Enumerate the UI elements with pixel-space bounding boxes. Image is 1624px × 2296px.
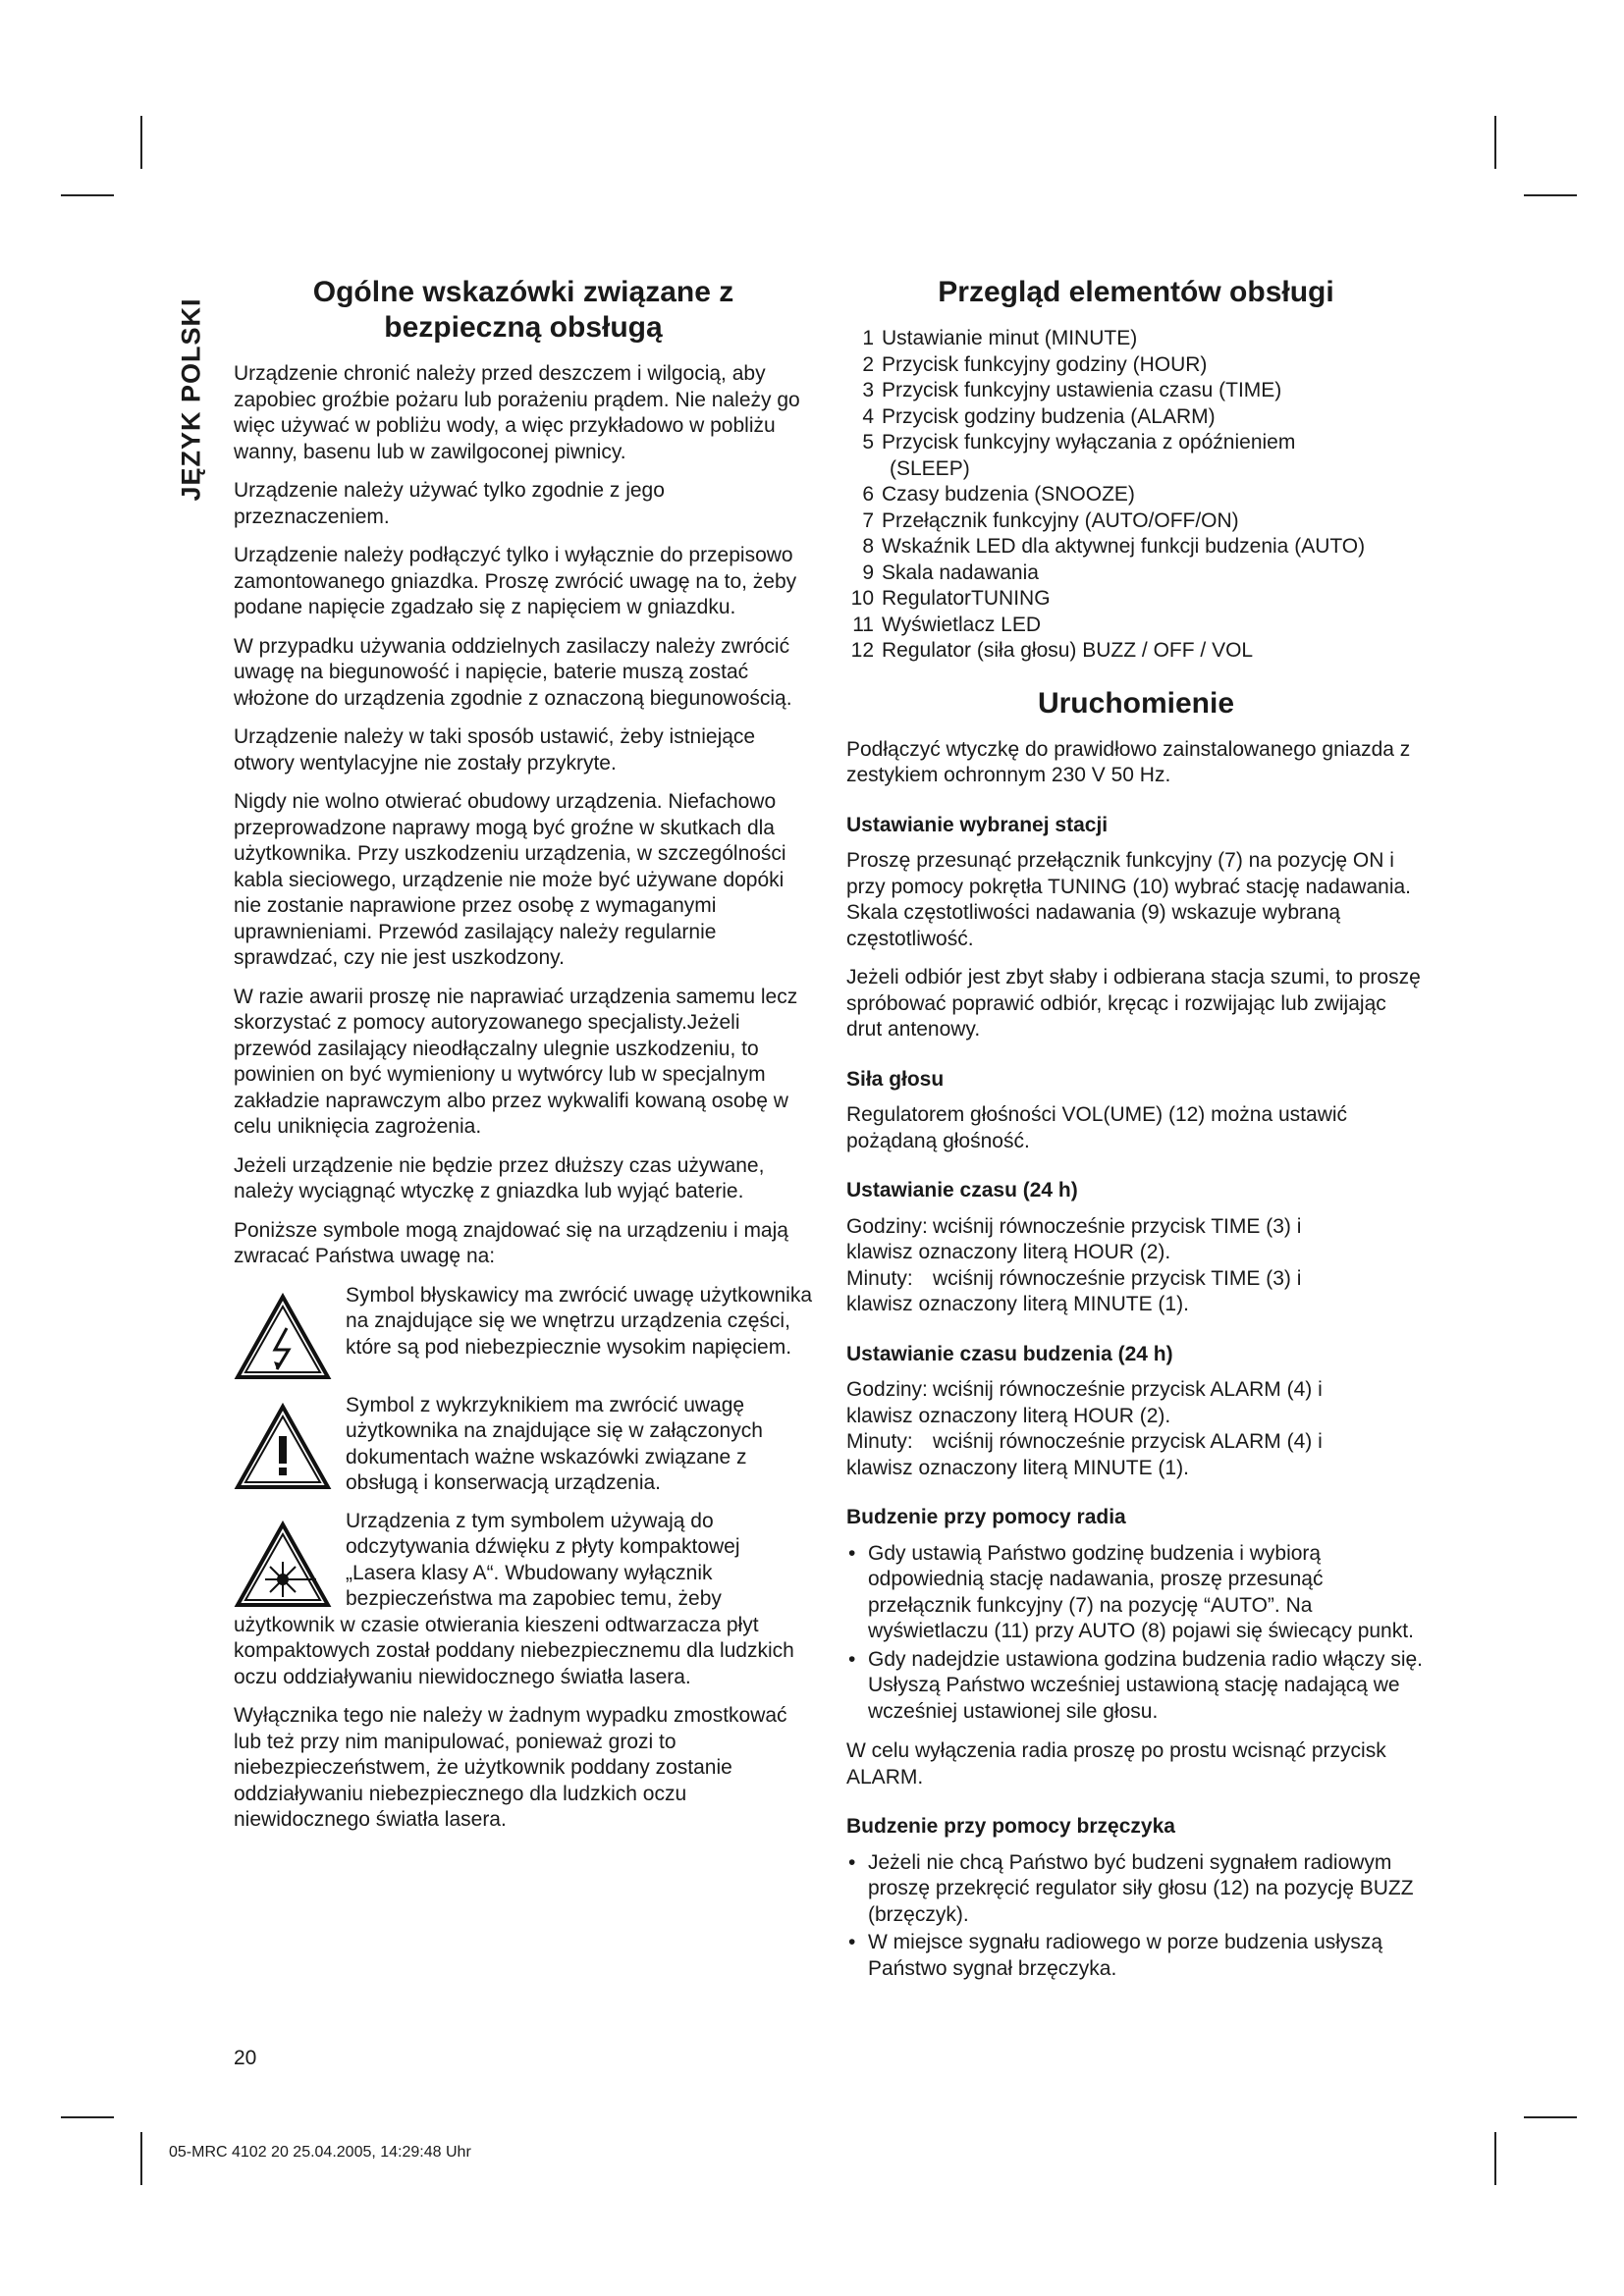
safety-paragraph: Urządzenie należy w taki sposób ustawić, żeby istniejące otwory wentylacyjne nie zostały przykryte. bbox=[234, 725, 756, 774]
list-item: • W miejsce sygnału radiowego w porze budzenia usłyszą Państwo sygnał brzęczyka. bbox=[846, 1930, 1426, 1982]
exclamation-warning-icon bbox=[234, 1403, 332, 1491]
laser-warning-icon bbox=[234, 1521, 332, 1609]
list-item: • Gdy ustawią Państwo godzinę budzenia i wybiorą odpowiednią stację nadawania, proszę przesunąć przełącznik funkcyjny (7) na pozycję “AUTO”. Na wyświetlaczu (11) przy AUTO (8) pojawi się świecący punkt. bbox=[846, 1541, 1426, 1645]
crop-mark bbox=[1494, 116, 1496, 169]
startup-text: Podłączyć wtyczkę do prawidłowo zainstalowanego gniazda z zestykiem ochronnym 230 V 50 Hz. bbox=[846, 737, 1411, 786]
crop-mark bbox=[1494, 2132, 1496, 2185]
volume-title: Siła głosu bbox=[846, 1067, 945, 1091]
controls-title: Przegląd elementów obsługi bbox=[938, 276, 1334, 308]
station-paragraph: Jeżeli odbiór jest zbyt słaby i odbierana stacja szumi, to proszę spróbować poprawić odbiór, kręcąc i rozwijając lub zwijając drut antenowy. bbox=[846, 966, 1421, 1041]
crop-mark bbox=[140, 116, 142, 169]
lightning-warning-icon bbox=[234, 1293, 332, 1381]
safety-paragraph: W przypadku używania oddzielnych zasilaczy należy zwrócić uwagę na biegunowość i napięcie, baterie muszą zostać włożone do urządzenia zgodnie z oznaczoną biegunowością. bbox=[234, 634, 792, 710]
radio-wake-title: Budzenie przy pomocy radia bbox=[846, 1506, 1126, 1528]
safety-column bbox=[234, 275, 813, 1846]
list-item: • Gdy nadejdzie ustawiona godzina budzenia radio włączy się. Usłyszą Państwo wcześniej ustawioną stację nadającą we wcześniej ustawionej sile głosu. bbox=[846, 1647, 1426, 1726]
safety-paragraph: W razie awarii proszę nie naprawiać urządzenia samemu lecz skorzystać z pomocy autoryzowanego specjalisty.Jeżeli przewód zasilający nieodłączalny ulegnie uszkodzeniu, to powinien on być wymieniony u wytwórcy lub w specjalnym zakładzie naprawczym albo przez wykwalifi kowaną osobę w celu uniknięcia zagrożenia. bbox=[234, 985, 798, 1138]
list-item: 10 RegulatorTUNING bbox=[850, 587, 1051, 610]
list-item: 11 Wyświetlacz LED bbox=[852, 613, 1042, 636]
safety-paragraph: Urządzenie chronić należy przed deszczem i wilgocią, aby zapobiec groźbie pożaru lub porażeniu prądem. Nie należy go więc używać w pobliżu wody, a więc przykładowo w pobliżu wanny, basenu lub w zawilgoconej piwnicy. bbox=[234, 362, 800, 463]
exclamation-warning bbox=[234, 1393, 813, 1497]
alarm-instructions: Godziny: wciśnij równocześnie przycisk ALARM (4) i klawisz oznaczony literą HOUR (2). Minuty: wciśnij równocześnie przycisk ALARM (4) i klawisz oznaczony literą MINUTE (1). bbox=[846, 1378, 1323, 1479]
list-item: 4 Przycisk godziny budzenia (ALARM) bbox=[862, 404, 1216, 428]
list-item: 8 Wskaźnik LED dla aktywnej funkcji budzenia (AUTO) bbox=[862, 535, 1366, 558]
laser-switch-paragraph: Wyłącznika tego nie należy w żadnym wypadku zmostkować lub też przy nim manipulować, ponieważ grozi to niebezpieczeństwem, że użytkownik poddany zostanie oddziaływaniu niebezpiecznego dla ludzkich oczu niewidocznego światła lasera. bbox=[234, 1704, 787, 1831]
list-item: 5 Przycisk funkcyjny wyłączania z opóźnieniem bbox=[862, 431, 1296, 454]
crop-mark bbox=[61, 194, 114, 196]
radio-wake-list bbox=[846, 1541, 1426, 1726]
safety-paragraph: Nigdy nie wolno otwierać obudowy urządzenia. Niefachowo przeprowadzone naprawy mogą być groźne w skutkach dla użytkownika. Przy uszkodzeniu urządzenia, w szczególności kabla sieciowego, urządzenie nie może być używane dopóki nie zostanie naprawione przez osobę z wymaganymi uprawnieniami. Przewód zasilający należy regularnie sprawdzać, czy nie jest uszkodzony. bbox=[234, 790, 786, 969]
startup-title: Uruchomienie bbox=[1037, 686, 1235, 720]
list-item: 6 Czasy budzenia (SNOOZE) bbox=[862, 483, 1135, 506]
laser-warning-text: Urządzenia z tym symbolem używają do odczytywania dźwięku z płyty kompaktowej „Lasera klasy A“. Wbudowany wyłącznik bezpieczeństwa ma zapobiec temu, żeby użytkownik w czasie otwierania kieszeni odtwarzacza płyt kompaktowych został poddany niebezpiecznemu dla ludzkich oczu oddziaływaniu niewidocznego światła lasera. bbox=[234, 1509, 794, 1688]
buzzer-wake-title: Budzenie przy pomocy brzęczyka bbox=[846, 1815, 1175, 1838]
list-item: 2 Przycisk funkcyjny godziny (HOUR) bbox=[862, 352, 1208, 376]
crop-mark bbox=[140, 2132, 142, 2185]
lightning-warning-text: Symbol błyskawicy ma zwrócić uwagę użytkownika na znajdujące się we wnętrzu urządzenia części, które są pod niebezpiecznie wysokim napięciem. bbox=[346, 1283, 812, 1359]
lightning-warning bbox=[234, 1283, 813, 1381]
station-title: Ustawianie wybranej stacji bbox=[846, 813, 1109, 836]
safety-paragraph: Urządzenie należy podłączyć tylko i wyłącznie do przepisowo zamontowanego gniazdka. Proszę zwrócić uwagę na to, żeby podane napięcie zgadzało się z napięciem w gniazdku. bbox=[234, 544, 797, 618]
language-side-label bbox=[165, 267, 218, 532]
language-label-text: JĘZYK POLSKI bbox=[176, 297, 206, 502]
alarm-title: Ustawianie czasu budzenia (24 h) bbox=[846, 1342, 1173, 1365]
list-item: 9 Skala nadawania bbox=[862, 561, 1039, 584]
safety-paragraph: Poniższe symbole mogą znajdować się na urządzeniu i mają zwracać Państwa uwagę na: bbox=[234, 1218, 788, 1267]
controls-list bbox=[846, 326, 1426, 665]
safety-paragraph: Urządzenie należy używać tylko zgodnie z jego przeznaczeniem. bbox=[234, 479, 665, 528]
safety-paragraph: Jeżeli urządzenie nie będzie przez dłuższy czas używane, należy wyciągnąć wtyczkę z gniazdka lub wyjąć baterie. bbox=[234, 1153, 765, 1202]
time-title: Ustawianie czasu (24 h) bbox=[846, 1179, 1078, 1201]
volume-text: Regulatorem głośności VOL(UME) (12) można ustawić pożądaną głośność. bbox=[846, 1103, 1348, 1152]
exclamation-warning-text: Symbol z wykrzyknikiem ma zwrócić uwagę użytkownika na znajdujące się w załączonych dokumentach ważne wskazówki związane z obsługą i konserwacją urządzenia. bbox=[346, 1393, 763, 1494]
list-item: 1 Ustawianie minut (MINUTE) bbox=[862, 327, 1138, 349]
page-number: 20 bbox=[234, 2047, 257, 2069]
controls-column bbox=[846, 275, 1426, 1996]
list-item: • Jeżeli nie chcą Państwo być budzeni sygnałem radiowym proszę przekręcić regulator siły głosu (12) na pozycję BUZZ (brzęczyk). bbox=[846, 1850, 1426, 1929]
list-item-continuation: (SLEEP) bbox=[890, 456, 970, 480]
crop-mark bbox=[1524, 194, 1577, 196]
laser-warning bbox=[234, 1509, 813, 1691]
buzzer-wake-list bbox=[846, 1850, 1426, 1983]
print-footer: 05-MRC 4102 20 25.04.2005, 14:29:48 Uhr bbox=[169, 2144, 471, 2161]
list-item: 3 Przycisk funkcyjny ustawienia czasu (TIME) bbox=[862, 379, 1282, 401]
list-item: 12 Regulator (siła głosu) BUZZ / OFF / VOL bbox=[850, 639, 1254, 662]
time-instructions: Godziny: wciśnij równocześnie przycisk TIME (3) i klawisz oznaczony literą HOUR (2). Minuty: wciśnij równocześnie przycisk TIME (3) i klawisz oznaczony literą MINUTE (1). bbox=[846, 1214, 1302, 1315]
station-paragraph: Proszę przesunąć przełącznik funkcyjny (7) na pozycję ON i przy pomocy pokrętła TUNING (10) wybrać stację nadawania. Skala częstotliwości nadawania (9) wskazuje wybraną częstotliwość. bbox=[846, 849, 1412, 950]
safety-title: Ogólne wskazówki związane z bezpieczną obsługą bbox=[312, 276, 734, 344]
list-item: 7 Przełącznik funkcyjny (AUTO/OFF/ON) bbox=[862, 508, 1239, 532]
crop-mark bbox=[1524, 2116, 1577, 2118]
crop-mark bbox=[61, 2116, 114, 2118]
radio-off-text: W celu wyłączenia radia proszę po prostu wcisnąć przycisk ALARM. bbox=[846, 1739, 1386, 1789]
